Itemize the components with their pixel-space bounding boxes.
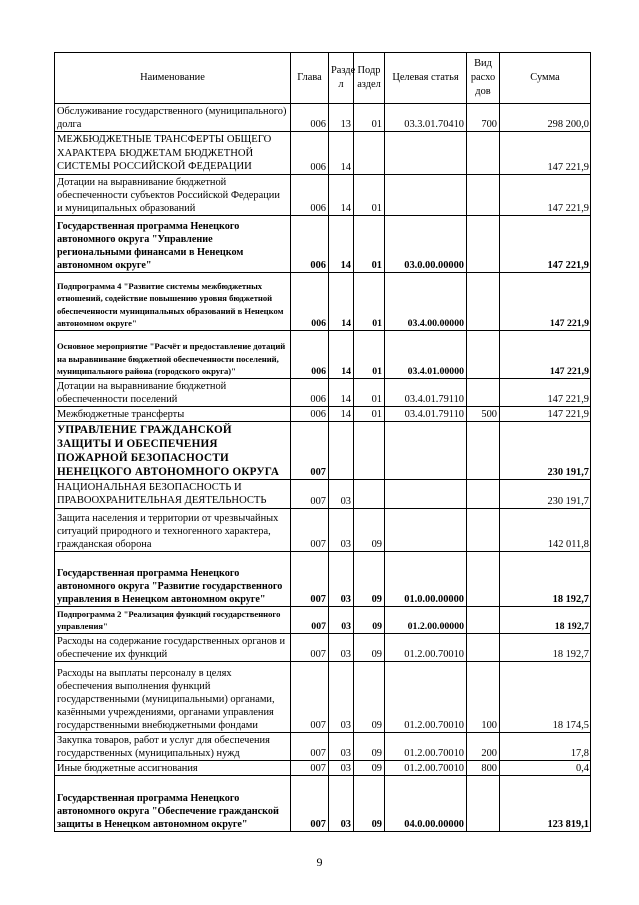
row-amount: 230 191,7 — [500, 479, 591, 508]
row-kind — [467, 479, 500, 508]
row-target: 01.2.00.70010 — [385, 661, 467, 732]
row-kind: 700 — [467, 104, 500, 132]
row-amount: 230 191,7 — [500, 421, 591, 479]
table-row — [55, 174, 591, 215]
table-row — [55, 551, 591, 606]
row-target — [385, 174, 467, 215]
row-chapter: 006 — [291, 272, 329, 330]
row-kind — [467, 421, 500, 479]
table-row — [55, 661, 591, 732]
col-header-section: Разде л — [329, 53, 354, 104]
row-kind — [467, 215, 500, 272]
col-header-subsection: Подр аздел — [354, 53, 385, 104]
row-section: 14 — [329, 330, 354, 378]
row-target: 03.4.01.79110 — [385, 406, 467, 421]
row-amount: 147 221,9 — [500, 406, 591, 421]
row-chapter: 006 — [291, 406, 329, 421]
row-section: 03 — [329, 775, 354, 831]
row-amount: 147 221,9 — [500, 272, 591, 330]
row-chapter: 006 — [291, 174, 329, 215]
row-target — [385, 508, 467, 551]
row-name: Расходы на содержание государственных органов и обеспечение их функций — [55, 633, 291, 661]
row-kind — [467, 551, 500, 606]
row-chapter: 006 — [291, 104, 329, 132]
row-name: Иные бюджетные ассигнования — [55, 760, 291, 775]
row-kind — [467, 132, 500, 175]
row-name: Защита населения и территории от чрезвычайных ситуаций природного и техногенного характера, гражданская оборона — [55, 508, 291, 551]
row-target — [385, 421, 467, 479]
table-row — [55, 760, 591, 775]
row-chapter: 007 — [291, 775, 329, 831]
row-subsection: 09 — [354, 508, 385, 551]
table-row — [55, 606, 591, 633]
table-row — [55, 406, 591, 421]
row-amount: 147 221,9 — [500, 174, 591, 215]
row-kind: 500 — [467, 406, 500, 421]
row-name: Дотации на выравнивание бюджетной обеспеченности субъектов Российской Федерации и муниципальных образований — [55, 174, 291, 215]
row-subsection: 09 — [354, 661, 385, 732]
row-section: 14 — [329, 132, 354, 175]
col-header-amount: Сумма — [500, 53, 591, 104]
row-name: МЕЖБЮДЖЕТНЫЕ ТРАНСФЕРТЫ ОБЩЕГО ХАРАКТЕРА БЮДЖЕТАМ БЮДЖЕТНОЙ СИСТЕМЫ РОССИЙСКОЙ ФЕДЕРАЦИИ — [55, 132, 291, 175]
row-kind: 800 — [467, 760, 500, 775]
row-name: НАЦИОНАЛЬНАЯ БЕЗОПАСНОСТЬ И ПРАВООХРАНИТЕЛЬНАЯ ДЕЯТЕЛЬНОСТЬ — [55, 479, 291, 508]
row-chapter: 006 — [291, 378, 329, 406]
row-subsection — [354, 132, 385, 175]
row-subsection: 09 — [354, 551, 385, 606]
col-header-chapter: Глава — [291, 53, 329, 104]
row-kind — [467, 330, 500, 378]
row-target: 03.3.01.70410 — [385, 104, 467, 132]
row-name: Расходы на выплаты персоналу в целях обеспечения выполнения функций государственными (муниципальными) органами, казёнными учреждениями, органами управления государственными внебюджетными фондами — [55, 661, 291, 732]
row-section: 14 — [329, 406, 354, 421]
row-subsection: 01 — [354, 174, 385, 215]
row-amount: 147 221,9 — [500, 215, 591, 272]
table-row — [55, 732, 591, 760]
row-chapter: 007 — [291, 633, 329, 661]
table-row — [55, 775, 591, 831]
table-row — [55, 272, 591, 330]
row-subsection: 01 — [354, 406, 385, 421]
row-subsection: 01 — [354, 104, 385, 132]
row-chapter: 007 — [291, 760, 329, 775]
row-chapter: 007 — [291, 606, 329, 633]
row-section — [329, 421, 354, 479]
row-subsection: 01 — [354, 272, 385, 330]
table-row — [55, 132, 591, 175]
row-chapter: 007 — [291, 732, 329, 760]
table-row — [55, 633, 591, 661]
table-row — [55, 378, 591, 406]
row-target: 03.4.01.79110 — [385, 378, 467, 406]
row-amount: 18 174,5 — [500, 661, 591, 732]
row-target: 03.4.00.00000 — [385, 272, 467, 330]
row-section: 14 — [329, 174, 354, 215]
row-kind — [467, 272, 500, 330]
row-name: Государственная программа Ненецкого автономного округа "Развитие государственного управления в Ненецком автономном округе" — [55, 551, 291, 606]
row-kind: 200 — [467, 732, 500, 760]
row-subsection — [354, 479, 385, 508]
row-name: Межбюджетные трансферты — [55, 406, 291, 421]
row-chapter: 007 — [291, 551, 329, 606]
row-subsection: 01 — [354, 215, 385, 272]
row-name: Подпрограмма 2 "Реализация функций государственного управления" — [55, 606, 291, 633]
row-chapter: 006 — [291, 330, 329, 378]
row-amount: 18 192,7 — [500, 633, 591, 661]
row-target: 01.2.00.00000 — [385, 606, 467, 633]
row-section: 13 — [329, 104, 354, 132]
table-row — [55, 215, 591, 272]
row-target: 01.0.00.00000 — [385, 551, 467, 606]
row-chapter: 007 — [291, 661, 329, 732]
row-amount: 17,8 — [500, 732, 591, 760]
row-section: 03 — [329, 732, 354, 760]
row-target: 01.2.00.70010 — [385, 732, 467, 760]
row-section: 14 — [329, 378, 354, 406]
table-row — [55, 508, 591, 551]
row-kind — [467, 378, 500, 406]
table-row — [55, 104, 591, 132]
row-amount: 0,4 — [500, 760, 591, 775]
row-chapter: 007 — [291, 508, 329, 551]
row-section: 03 — [329, 633, 354, 661]
row-section: 03 — [329, 551, 354, 606]
row-name: Обслуживание государственного (муниципального) долга — [55, 104, 291, 132]
row-section: 03 — [329, 606, 354, 633]
row-chapter: 006 — [291, 215, 329, 272]
table-header-row — [55, 53, 591, 104]
row-section: 14 — [329, 215, 354, 272]
col-header-target: Целевая статья — [385, 53, 467, 104]
page-number: 9 — [316, 855, 323, 869]
row-name: Основное мероприятие "Расчёт и предоставление дотаций на выравнивание бюджетной обеспеченности поселений, муниципального района (городского округа)" — [55, 330, 291, 378]
row-name: Государственная программа Ненецкого автономного округа "Управление региональными финансами в Ненецком автономном округе" — [55, 215, 291, 272]
row-amount: 142 011,8 — [500, 508, 591, 551]
row-subsection: 09 — [354, 760, 385, 775]
row-target — [385, 479, 467, 508]
row-chapter: 007 — [291, 421, 329, 479]
row-chapter: 006 — [291, 132, 329, 175]
row-target: 04.0.00.00000 — [385, 775, 467, 831]
row-kind — [467, 775, 500, 831]
row-name: Государственная программа Ненецкого автономного округа "Обеспечение гражданской защиты в Ненецком автономном округе" — [55, 775, 291, 831]
row-amount: 298 200,0 — [500, 104, 591, 132]
row-name: Закупка товаров, работ и услуг для обеспечения государственных (муниципальных) нужд — [55, 732, 291, 760]
row-target — [385, 132, 467, 175]
row-name: Подпрограмма 4 "Развитие системы межбюджетных отношений, содействие повышению уровня бюджетной обеспеченности муниципальных образований в Ненецком автономном округе" — [55, 272, 291, 330]
row-kind — [467, 633, 500, 661]
row-section: 03 — [329, 508, 354, 551]
row-chapter: 007 — [291, 479, 329, 508]
row-target: 03.0.00.00000 — [385, 215, 467, 272]
row-subsection: 01 — [354, 330, 385, 378]
row-section: 14 — [329, 272, 354, 330]
row-amount: 123 819,1 — [500, 775, 591, 831]
row-kind: 100 — [467, 661, 500, 732]
row-amount: 18 192,7 — [500, 606, 591, 633]
row-target: 01.2.00.70010 — [385, 760, 467, 775]
row-subsection: 09 — [354, 732, 385, 760]
row-subsection: 09 — [354, 633, 385, 661]
col-header-kind: Вид расхо дов — [467, 53, 500, 104]
row-section: 03 — [329, 479, 354, 508]
row-kind — [467, 606, 500, 633]
row-amount: 18 192,7 — [500, 551, 591, 606]
row-section: 03 — [329, 661, 354, 732]
budget-table — [54, 52, 591, 832]
row-kind — [467, 508, 500, 551]
row-amount: 147 221,9 — [500, 378, 591, 406]
row-name: Дотации на выравнивание бюджетной обеспеченности поселений — [55, 378, 291, 406]
row-subsection — [354, 421, 385, 479]
table-row — [55, 330, 591, 378]
row-target: 01.2.00.70010 — [385, 633, 467, 661]
row-section: 03 — [329, 760, 354, 775]
table-row — [55, 479, 591, 508]
row-target: 03.4.01.00000 — [385, 330, 467, 378]
row-amount: 147 221,9 — [500, 330, 591, 378]
row-amount: 147 221,9 — [500, 132, 591, 175]
row-kind — [467, 174, 500, 215]
row-name: УПРАВЛЕНИЕ ГРАЖДАНСКОЙ ЗАЩИТЫ И ОБЕСПЕЧЕНИЯ ПОЖАРНОЙ БЕЗОПАСНОСТИ НЕНЕЦКОГО АВТОНОМНОГО ОКРУГА — [55, 421, 291, 479]
row-subsection: 09 — [354, 606, 385, 633]
col-header-name: Наименование — [55, 53, 291, 104]
table-row — [55, 421, 591, 479]
row-subsection: 01 — [354, 378, 385, 406]
row-subsection: 09 — [354, 775, 385, 831]
